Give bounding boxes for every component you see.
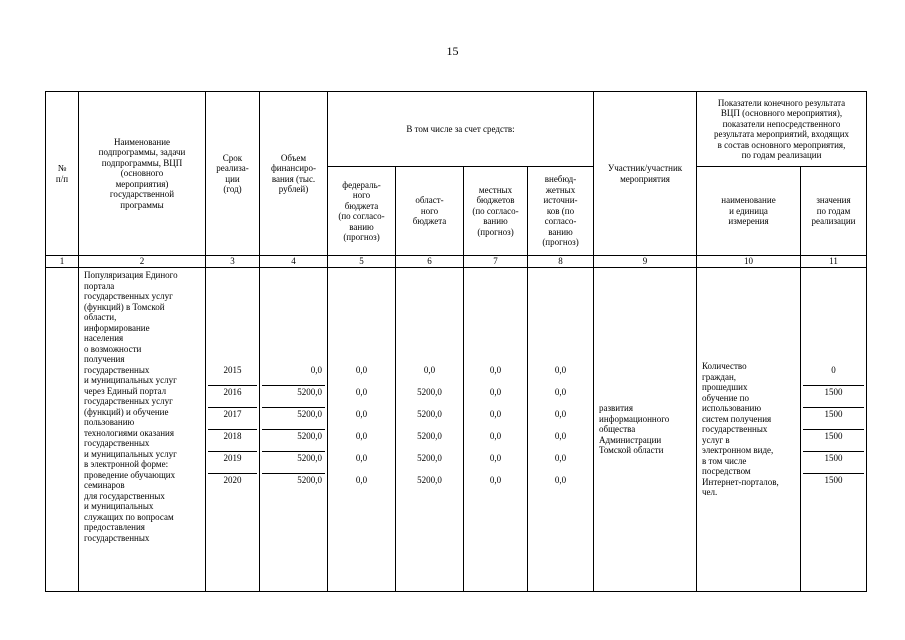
federal-value: 0,0 <box>355 408 368 419</box>
header-col-11: значения по годам реализации <box>801 167 867 256</box>
total-value: 5200,0 <box>262 430 325 452</box>
page-number: 15 <box>446 44 459 58</box>
regional-cell <box>396 268 464 592</box>
total-cell <box>260 268 328 592</box>
column-number: 3 <box>206 256 260 268</box>
indicator-name: Количество граждан, прошедших обучение по использованию систем получения государственных услуг в электронном виде, в том числе посредством Интернет-порталов, чел. <box>702 361 779 498</box>
program-row <box>46 268 867 592</box>
header-col-2: Наименование подпрограммы, задачи подпрограммы, ВЦП (основного мероприятия) государственной программы <box>79 92 206 256</box>
local-value: 0,0 <box>489 474 502 485</box>
participant-text: развития информационного общества Администрации Томской области <box>599 403 670 456</box>
local-value: 0,0 <box>489 408 502 419</box>
program-table <box>45 91 867 592</box>
year-value: 2018 <box>208 430 257 452</box>
header-group-indicators: Показатели конечного результата ВЦП (основного мероприятия), показатели непосредственного результата мероприятий, входящих в состав основного мероприятия, по годам реализации <box>697 92 867 167</box>
header-col-1: № п/п <box>46 92 79 256</box>
header-col-9: Участник/участник мероприятия <box>594 92 697 256</box>
federal-value: 0,0 <box>355 430 368 441</box>
header-col-10: наименование и единица измерения <box>697 167 801 256</box>
header-group-sources: В том числе за счет средств: <box>328 92 594 167</box>
local-cell <box>464 268 528 592</box>
total-value: 5200,0 <box>262 408 325 430</box>
column-number-row <box>46 256 867 268</box>
regional-value: 5200,0 <box>417 452 442 463</box>
header-row-1 <box>46 92 867 167</box>
indicator-value: 1500 <box>803 386 864 408</box>
extra-budget-value: 0,0 <box>554 474 567 485</box>
regional-value: 5200,0 <box>417 386 442 397</box>
column-number: 9 <box>594 256 697 268</box>
column-number: 5 <box>328 256 396 268</box>
extra-budget-value: 0,0 <box>554 452 567 463</box>
regional-value: 5200,0 <box>417 474 442 485</box>
header-col-6: област- ного бюджета <box>396 167 464 256</box>
header-col-4: Объем финансиро- вания (тыс. рублей) <box>260 92 328 256</box>
measure-name: Популяризация Единого портала государственных услуг (функций) в Томской области, информирование населения о возможности получения государственных и муниципальных услуг через Единый портал государственных услуг (функций) и обучение пользованию технологиями оказания государственных и муниципальных услуг в электронной форме: проведение обучающих семинаров для государственных и муниципальных служащих по вопросам предоставления государственных <box>84 270 178 543</box>
column-number: 11 <box>801 256 867 268</box>
year-value: 2015 <box>208 364 257 386</box>
column-number: 6 <box>396 256 464 268</box>
federal-value: 0,0 <box>355 474 368 485</box>
column-number: 4 <box>260 256 328 268</box>
header-col-5: федераль- ного бюджета (по согласо- ванию (прогноз) <box>328 167 396 256</box>
federal-value: 0,0 <box>355 364 368 375</box>
column-number: 7 <box>464 256 528 268</box>
extra-budget-value: 0,0 <box>554 430 567 441</box>
local-value: 0,0 <box>489 364 502 375</box>
indicator-value: 1500 <box>803 452 864 474</box>
extra-budget-value: 0,0 <box>554 364 567 375</box>
extra-budget-value: 0,0 <box>554 408 567 419</box>
indicator-value: 1500 <box>824 474 843 485</box>
federal-value: 0,0 <box>355 386 368 397</box>
column-number: 10 <box>697 256 801 268</box>
measure-name-cell <box>79 268 206 592</box>
total-value: 0,0 <box>262 364 325 386</box>
year-value: 2020 <box>223 474 242 485</box>
years-cell <box>206 268 260 592</box>
column-number: 1 <box>46 256 79 268</box>
extra-budget-cell <box>528 268 594 592</box>
regional-value: 5200,0 <box>417 408 442 419</box>
federal-cell <box>328 268 396 592</box>
total-value: 5200,0 <box>297 474 322 485</box>
participant-cell <box>594 268 697 592</box>
header-col-3: Срок реализа- ции (год) <box>206 92 260 256</box>
local-value: 0,0 <box>489 386 502 397</box>
total-value: 5200,0 <box>262 452 325 474</box>
federal-value: 0,0 <box>355 452 368 463</box>
column-number: 8 <box>528 256 594 268</box>
indicator-value: 1500 <box>803 430 864 452</box>
header-col-8: внебюд- жетных источни- ков (по согласо- ванию (прогноз) <box>528 167 594 256</box>
header-col-7: местных бюджетов (по согласо- ванию (прогноз) <box>464 167 528 256</box>
local-value: 0,0 <box>489 430 502 441</box>
regional-value: 0,0 <box>423 364 436 375</box>
year-value: 2019 <box>208 452 257 474</box>
indicator-values-cell <box>801 268 867 592</box>
regional-value: 5200,0 <box>417 430 442 441</box>
total-value: 5200,0 <box>262 386 325 408</box>
indicator-name-cell <box>697 268 801 592</box>
indicator-value: 0 <box>803 364 864 386</box>
local-value: 0,0 <box>489 452 502 463</box>
column-number: 2 <box>79 256 206 268</box>
extra-budget-value: 0,0 <box>554 386 567 397</box>
year-value: 2016 <box>208 386 257 408</box>
year-value: 2017 <box>208 408 257 430</box>
row-number-cell <box>46 268 79 592</box>
indicator-value: 1500 <box>803 408 864 430</box>
